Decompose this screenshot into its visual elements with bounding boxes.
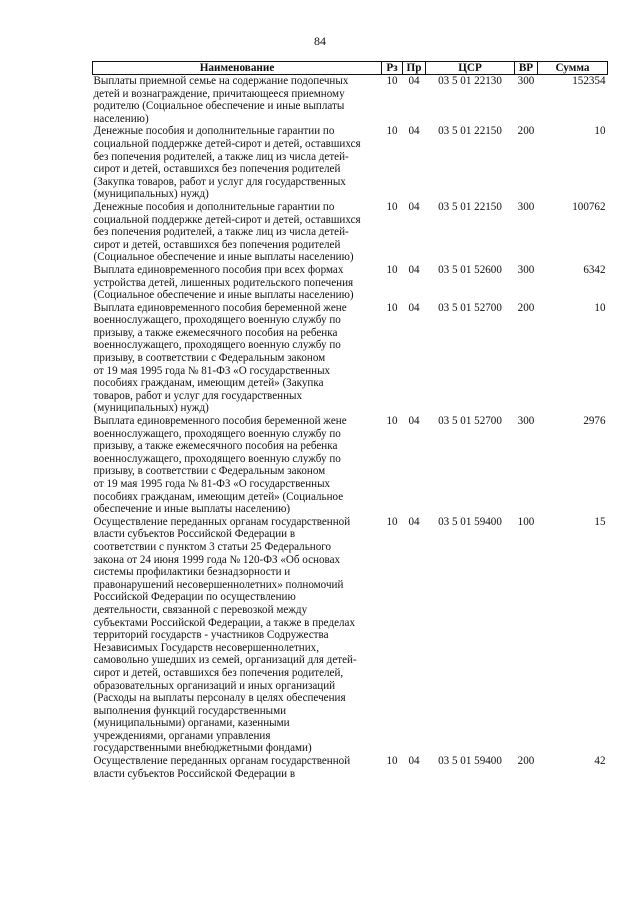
row-pr: 04 (408, 75, 420, 87)
header-row (93, 62, 608, 75)
row-sum: 10 (594, 301, 606, 314)
row-csr: 03 5 01 22130 (438, 75, 502, 87)
row-pr: 04 (408, 515, 420, 528)
row-name: Осуществление переданных органам государственной власти субъектов Российской Федерации в (93, 755, 351, 780)
table-row (93, 75, 608, 126)
header-pr: Пр (403, 62, 426, 75)
row-vr: 300 (517, 75, 535, 87)
row-pr: 04 (408, 263, 420, 276)
row-name: Выплата единовременного пособия беременной жене военнослужащего, проходящего военную службу по призыву, а также ежемесячного пособия на ребенка военнослужащего, проходящего военную службу по призыву, в соответствии с Федеральным законом от 19 мая 1995 года № 81-ФЗ «О государственных пособиях гражданам, имеющим детей» (Закупка товаров, работ и услуг для государственных (муниципальных) нужд) (93, 301, 347, 415)
page-number: 84 (314, 34, 326, 48)
table-row (93, 415, 608, 516)
header-sum: Сумма (538, 62, 608, 75)
row-csr: 03 5 01 59400 (438, 515, 502, 528)
row-rz: 10 (386, 755, 398, 768)
row-csr: 03 5 01 52600 (438, 263, 502, 276)
budget-table (92, 61, 608, 780)
row-vr: 300 (517, 415, 535, 428)
row-rz: 10 (386, 200, 398, 213)
row-vr: 100 (517, 515, 535, 528)
row-sum: 42 (594, 755, 606, 768)
row-rz: 10 (386, 301, 398, 314)
table-row (93, 201, 608, 264)
row-name: Выплата единовременного пособия беременной жене военнослужащего, проходящего военную службу по призыву, а также ежемесячного пособия на ребенка военнослужащего, проходящего военную службу по призыву, в соответствии с Федеральным законом от 19 мая 1995 года № 81-ФЗ «О государственных пособиях гражданам, имеющим детей» (Социальное обеспечение и иные выплаты населению) (93, 415, 347, 516)
row-pr: 04 (408, 125, 420, 138)
row-name: Выплаты приемной семье на содержание подопечных детей и вознаграждение, причитающееся приемному родителю (Социальное обеспечение и иные выплаты населению) (93, 75, 349, 125)
header-rz: Рз (382, 62, 403, 75)
row-name: Осуществление переданных органам государственной власти субъектов Российской Федерации в соответствии с пунктом 3 статьи 25 Федерального закона от 24 июня 1999 года № 120-ФЗ «Об основах системы профилактики безнадзорности и правонарушений несовершеннолетних» полномочий Российской Федерации по осуществлению деятельности, связанной с перевозкой между субъектами Российской Федерации, а также в пределах территорий государств - участников Содружества Независимых Государств несовершеннолетних, самовольно ушедших из семей, организаций для детей- сирот и детей, оставшихся без попечения родителей, образовательных организаций и иных организаций (Расходы на выплаты персоналу в целях обеспечения выполнения функций государственными (муниципальными) органами, казенными учреждениями, органами управления государственными внебюджетными фондами) (93, 515, 357, 755)
row-pr: 04 (408, 200, 420, 213)
row-vr: 200 (517, 125, 535, 138)
row-rz: 10 (386, 75, 398, 87)
row-sum: 15 (594, 515, 606, 528)
table-row (93, 125, 608, 201)
row-pr: 04 (408, 415, 420, 428)
row-csr: 03 5 01 52700 (438, 415, 502, 428)
row-sum: 6342 (583, 263, 606, 276)
row-rz: 10 (386, 125, 398, 138)
header-vr: ВР (515, 62, 538, 75)
row-sum: 152354 (572, 75, 606, 87)
row-csr: 03 5 01 59400 (438, 755, 502, 768)
header-csr: ЦСР (426, 62, 515, 75)
row-csr: 03 5 01 22150 (438, 200, 502, 213)
table-row (93, 516, 608, 755)
row-csr: 03 5 01 52700 (438, 301, 502, 314)
row-vr: 200 (517, 301, 535, 314)
row-vr: 300 (517, 263, 535, 276)
row-vr: 300 (517, 200, 535, 213)
row-pr: 04 (408, 755, 420, 768)
row-sum: 10 (594, 125, 606, 138)
row-sum: 100762 (572, 200, 606, 213)
row-name: Денежные пособия и дополнительные гарантии по социальной поддержке детей-сирот и детей, оставшихся без попечения родителей, а также лиц из числа детей- сирот и детей, оставшихся без попечения родителей (Закупка товаров, работ и услуг для государственных (муниципальных) нужд) (93, 125, 361, 201)
row-vr: 200 (517, 755, 535, 768)
row-pr: 04 (408, 301, 420, 314)
row-name: Выплата единовременного пособия при всех формах устройства детей, лишенных родительского попечения (Социальное обеспечение и иные выплаты населению) (93, 263, 354, 302)
row-csr: 03 5 01 22150 (438, 125, 502, 138)
row-sum: 2976 (583, 415, 606, 428)
table-row (93, 264, 608, 302)
row-rz: 10 (386, 263, 398, 276)
row-rz: 10 (386, 515, 398, 528)
header-name: Наименование (93, 62, 382, 75)
row-rz: 10 (386, 415, 398, 428)
table-row (93, 302, 608, 415)
row-name: Денежные пособия и дополнительные гарантии по социальной поддержке детей-сирот и детей, оставшихся без попечения родителей, а также лиц из числа детей- сирот и детей, оставшихся без попечения родителей (Социальное обеспечение и иные выплаты населению) (93, 200, 361, 264)
table-row (93, 755, 608, 780)
